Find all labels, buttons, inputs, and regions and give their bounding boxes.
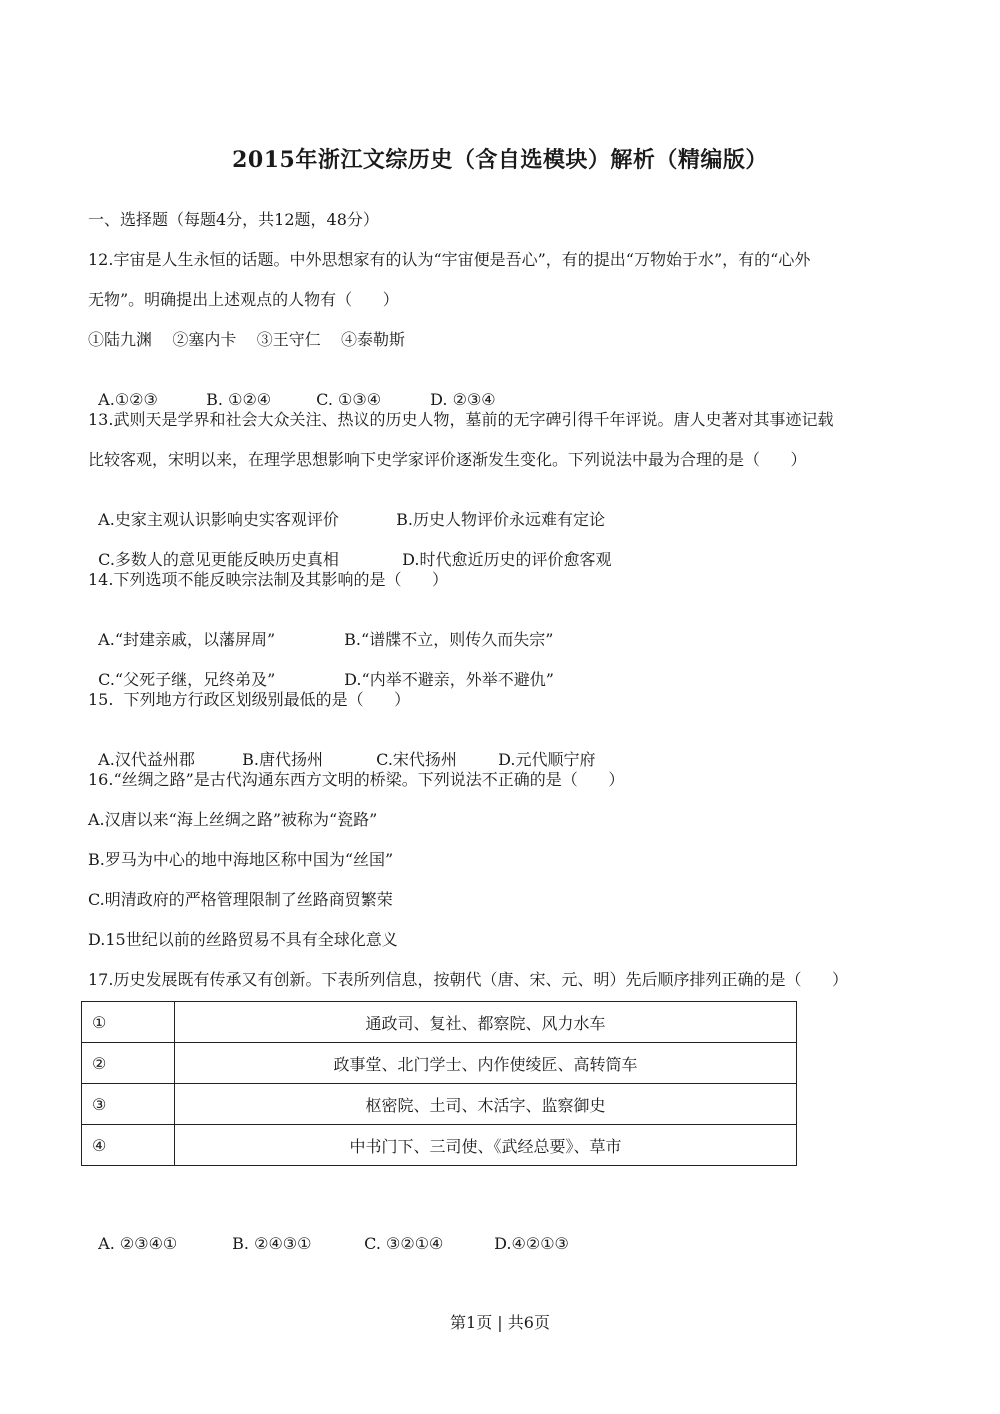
q17-options (88, 1214, 569, 1254)
q12-options (88, 370, 496, 410)
q14-option-b: B.“谱牒不立，则传久而失宗” (344, 630, 554, 649)
table-cell-num: ③ (82, 1084, 175, 1125)
q12-option-a: A.①②③ (98, 390, 158, 409)
q15-option-a: A.汉代益州郡 (98, 750, 195, 769)
q16-stem: 16.“丝绸之路”是古代沟通东西方文明的桥梁。下列说法不正确的是（ ） (88, 770, 625, 789)
document-title: 2015年浙江文综历史（含自选模块）解析（精编版） (232, 147, 768, 173)
q13-stem-line1: 13.武则天是学界和社会大众关注、热议的历史人物，墓前的无字碑引得千年评说。唐人史著对其事迹记载 (88, 410, 834, 429)
table-row (82, 1084, 797, 1125)
table-row (82, 1043, 797, 1084)
q13-option-c: C.多数人的意见更能反映历史真相 (98, 550, 339, 569)
q12-option-b: B. ①②④ (206, 390, 272, 409)
q14-stem: 14.下列选项不能反映宗法制及其影响的是（ ） (88, 570, 448, 589)
q16-option-a: A.汉唐以来“海上丝绸之路”被称为“瓷路” (88, 810, 378, 829)
q13-option-d: D.时代愈近历史的评价愈客观 (402, 550, 612, 569)
q15-option-d: D.元代顺宁府 (498, 750, 596, 769)
q17-option-a: A. ②③④① (98, 1234, 178, 1253)
q15-option-c: C.宋代扬州 (376, 750, 457, 769)
page-footer: 第1页 | 共6页 (450, 1313, 550, 1332)
table-cell-num: ② (82, 1043, 175, 1084)
q15-stem: 15. 下列地方行政区划级别最低的是（ ） (88, 690, 411, 709)
q15-options (88, 730, 596, 770)
table-cell-content: 枢密院、土司、木活字、监察御史 (175, 1084, 797, 1125)
q12-stem-line1: 12.宇宙是人生永恒的话题。中外思想家有的认为“宇宙便是吾心”，有的提出“万物始于水”，有的“心外 (88, 250, 811, 269)
q17-stem: 17.历史发展既有传承又有创新。下表所列信息，按朝代（唐、宋、元、明）先后顺序排列正确的是（ ） (88, 970, 848, 989)
table-cell-num: ④ (82, 1125, 175, 1166)
q12-option-c: C. ①③④ (316, 390, 382, 409)
section-header: 一、选择题（每题4分，共12题，48分） (88, 210, 379, 229)
q14-option-d: D.“内举不避亲，外举不避仇” (344, 670, 554, 689)
q14-option-a: A.“封建亲戚，以藩屏周” (98, 630, 276, 649)
table-cell-content: 政事堂、北门学士、内作使绫匠、高转筒车 (175, 1043, 797, 1084)
q13-options-row2 (88, 530, 612, 570)
q17-option-c: C. ③②①④ (364, 1234, 444, 1253)
q14-options-row1 (88, 610, 553, 650)
q15-option-b: B.唐代扬州 (242, 750, 324, 769)
table-cell-content: 通政司、复社、都察院、风力水车 (175, 1002, 797, 1043)
table-cell-num: ① (82, 1002, 175, 1043)
q13-options-row1 (88, 490, 605, 530)
q17-option-b: B. ②④③① (232, 1234, 312, 1253)
q12-items: ①陆九渊 ②塞内卡 ③王守仁 ④泰勒斯 (88, 330, 406, 349)
q13-option-a: A.史家主观认识影响史实客观评价 (98, 510, 339, 529)
q14-option-c: C.“父死子继，兄终弟及” (98, 670, 276, 689)
q13-option-b: B.历史人物评价永远难有定论 (396, 510, 606, 529)
q14-options-row2 (88, 650, 554, 690)
q17-option-d: D.④②①③ (494, 1234, 569, 1253)
q16-option-c: C.明清政府的严格管理限制了丝路商贸繁荣 (88, 890, 393, 909)
table-row (82, 1002, 797, 1043)
q16-option-d: D.15世纪以前的丝路贸易不具有全球化意义 (88, 930, 398, 949)
table-row (82, 1125, 797, 1166)
q16-option-b: B.罗马为中心的地中海地区称中国为“丝国” (88, 850, 394, 869)
q12-stem-line2: 无物”。明确提出上述观点的人物有（ ） (88, 290, 399, 309)
q17-info-table (81, 1001, 797, 1166)
table-cell-content: 中书门下、三司使、《武经总要》、草市 (175, 1125, 797, 1166)
q13-stem-line2: 比较客观，宋明以来，在理学思想影响下史学家评价逐渐发生变化。下列说法中最为合理的是（ ） (88, 450, 807, 469)
q12-option-d: D. ②③④ (430, 390, 496, 409)
